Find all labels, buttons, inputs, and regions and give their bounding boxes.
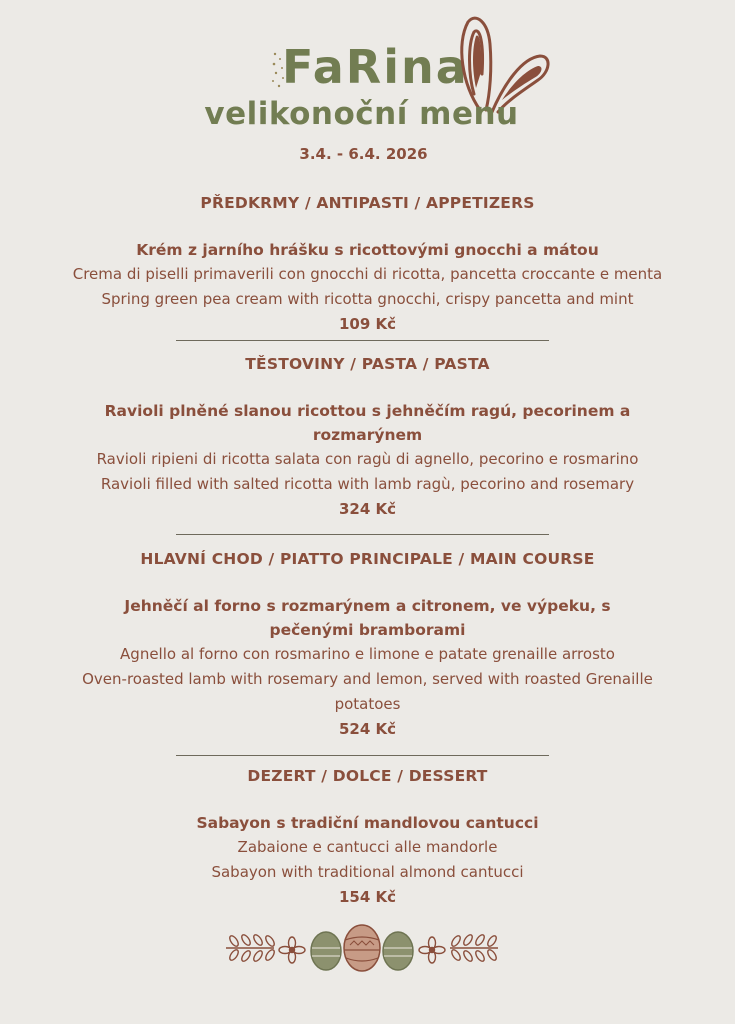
dish-price: 109 Kč [338,315,397,333]
dish-price: 154 Kč [338,888,397,906]
dish-price: 324 Kč [338,500,397,518]
section-heading: PŘEDKRMY / ANTIPASTI / APPETIZERS [200,194,535,212]
dish-description-italian: Zabaione e cantucci alle mandorle [237,838,498,856]
section-heading: TĚSTOVINY / PASTA / PASTA [245,355,490,373]
section-dessert [40,767,695,910]
section-divider [176,755,549,756]
section-pasta [40,355,695,522]
section-heading: DEZERT / DOLCE / DESSERT [247,767,488,785]
dish-name: Krém z jarního hrášku s ricottovými gnocchi a mátou [136,241,599,259]
dish-description-italian: Agnello al forno con rosmarino e limone e patate grenaille arrosto [120,645,615,663]
dish-description-english: Spring green pea cream with ricotta gnocchi, crispy pancetta and mint [101,290,634,308]
menu-title: velikonoční menu [204,96,519,132]
section-appetizers [40,194,695,337]
brand-logo-text: FaRina [282,40,469,94]
dish-name: Jehněčí al forno s rozmarýnem a citronem, ve výpeku, s pečenými bramborami [124,597,611,639]
dish-description-english: Oven-roasted lamb with rosemary and lemon, served with roasted Grenaille potatoes [82,670,653,713]
dish-description-italian: Crema di piselli primaverili con gnocchi di ricotta, pancetta croccante e menta [72,265,663,283]
easter-eggs-and-leaves-icon [222,918,502,978]
menu-header [0,0,735,175]
dish-description-english: Ravioli filled with salted ricotta with lamb ragù, pecorino and rosemary [100,475,635,493]
dish-description-english: Sabayon with traditional almond cantucci [211,863,524,881]
section-main-course [40,550,695,742]
dish-name: Sabayon s tradiční mandlovou cantucci [196,814,539,832]
dish-price: 524 Kč [338,720,397,738]
dish-description-italian: Ravioli ripieni di ricotta salata con ragù di agnello, pecorino e rosmarino [96,450,639,468]
dish-name: Ravioli plněné slanou ricottou s jehněčím ragú, pecorinem a rozmarýnem [104,402,631,444]
section-divider [176,534,549,535]
section-heading: HLAVNÍ CHOD / PIATTO PRINCIPALE / MAIN COURSE [140,550,595,568]
section-divider [176,340,549,341]
menu-dates: 3.4. - 6.4. 2026 [299,145,428,163]
